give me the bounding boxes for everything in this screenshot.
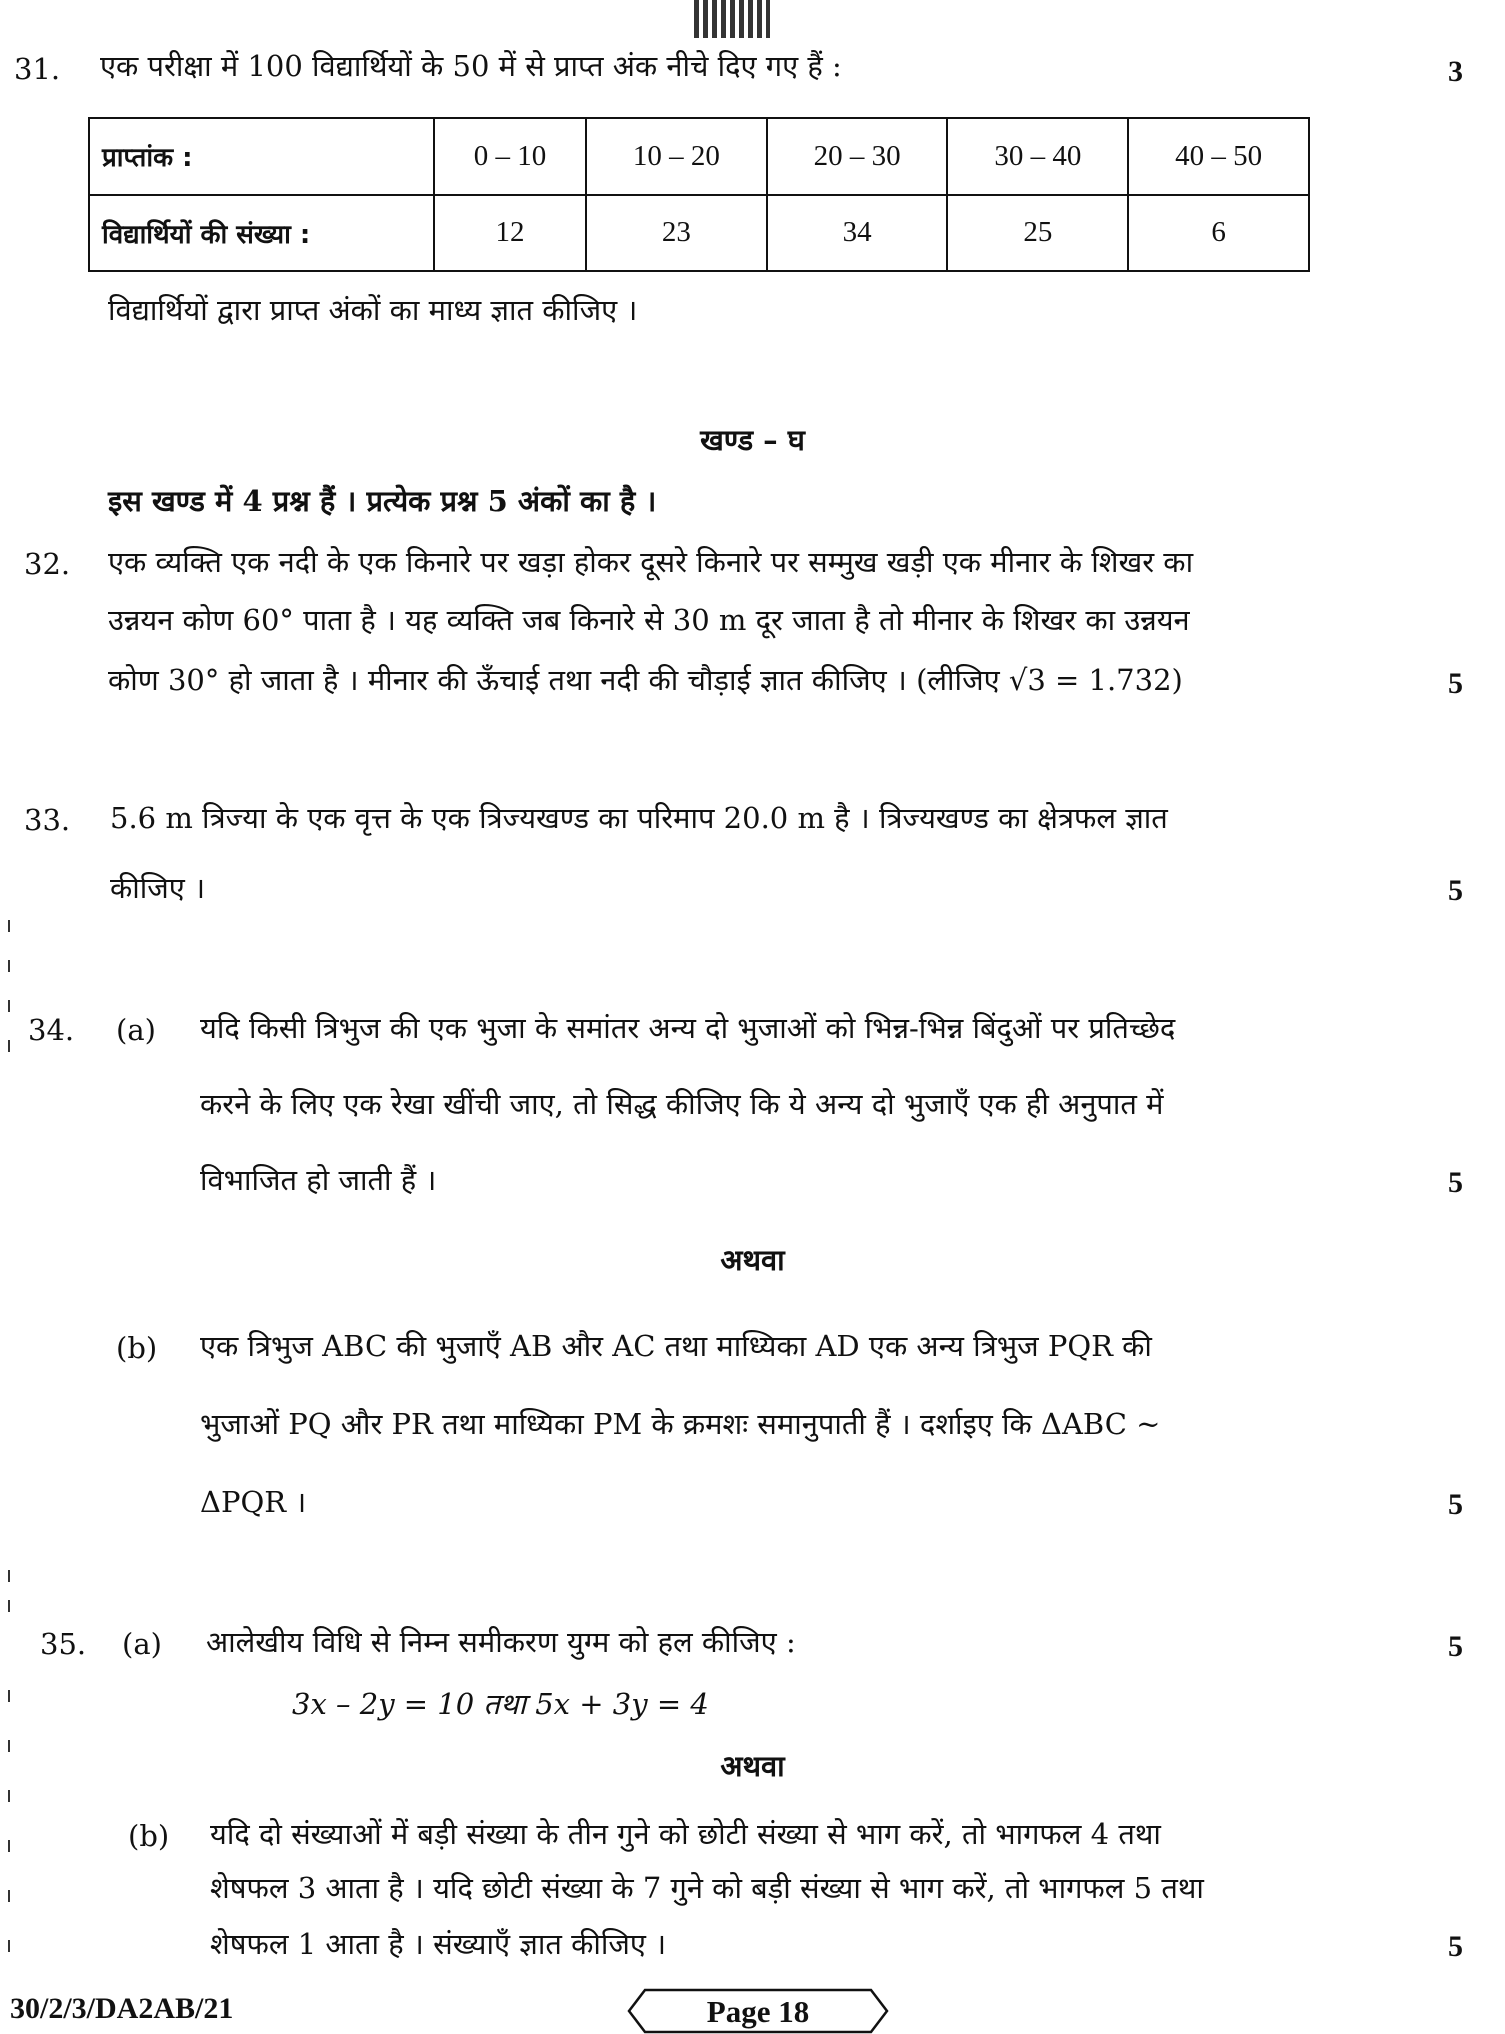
q34-b-label: (b) (116, 1331, 158, 1365)
margin-mark (8, 960, 10, 972)
page-number: Page 18 (706, 1994, 810, 2029)
table-row (89, 118, 1309, 195)
table-row (89, 195, 1309, 272)
q31-marks: 3 (1448, 55, 1463, 88)
margin-mark (8, 1000, 10, 1012)
q35-equation: 3x – 2y = 10 तथा 5x + 3y = 4 (292, 1687, 709, 1721)
q34-b-marks: 5 (1448, 1488, 1463, 1521)
margin-mark (8, 1740, 10, 1752)
q32-marks: 5 (1448, 667, 1463, 700)
q33-line: 5.6 m त्रिज्या के एक वृत्त के एक त्रिज्यखण्ड का परिमाप 20.0 m है । त्रिज्यखण्ड का क्षेत्रफल ज्ञात (110, 801, 1168, 835)
margin-mark (8, 1600, 10, 1612)
q35-number: 35. (40, 1627, 87, 1661)
q34-b-line: ΔPQR । (200, 1485, 307, 1519)
table-cell: 12 (434, 195, 586, 272)
table-cell: 0 – 10 (434, 118, 586, 195)
q35-a-label: (a) (122, 1627, 162, 1661)
q35-a-text: आलेखीय विधि से निम्न समीकरण युग्म को हल कीजिए : (206, 1625, 796, 1659)
margin-mark (8, 1690, 10, 1702)
margin-mark (8, 1890, 10, 1902)
section-title: खण्ड – घ (700, 423, 805, 457)
section-note: इस खण्ड में 4 प्रश्न हैं । प्रत्येक प्रश्न 5 अंकों का है । (108, 484, 657, 518)
q34-or: अथवा (720, 1243, 785, 1277)
margin-mark (8, 1790, 10, 1802)
q35-or: अथवा (720, 1749, 785, 1783)
q32-line: कोण 30° हो जाता है । मीनार की ऊँचाई तथा नदी की चौड़ाई ज्ञात कीजिए । (लीजिए √3 = 1.732) (108, 663, 1183, 697)
row-label: विद्यार्थियों की संख्या : (89, 195, 434, 272)
qr-code-icon (694, 0, 770, 38)
q34-b-line: एक त्रिभुज ABC की भुजाएँ AB और AC तथा माध्यिका AD एक अन्य त्रिभुज PQR की (200, 1329, 1152, 1363)
table-cell: 6 (1128, 195, 1309, 272)
q35-b-label: (b) (128, 1819, 170, 1853)
q35-b-line: यदि दो संख्याओं में बड़ी संख्या के तीन गुने को छोटी संख्या से भाग करें, तो भागफल 4 तथा (210, 1817, 1161, 1851)
q34-a-marks: 5 (1448, 1166, 1463, 1199)
q32-line: उन्नयन कोण 60° पाता है । यह व्यक्ति जब किनारे से 30 m दूर जाता है तो मीनार के शिखर का उन्नयन (108, 603, 1190, 637)
q35-b-line: शेषफल 1 आता है । संख्याएँ ज्ञात कीजिए । (210, 1927, 667, 1961)
q34-a-line: करने के लिए एक रेखा खींची जाए, तो सिद्ध कीजिए कि ये अन्य दो भुजाएँ एक ही अनुपात में (200, 1087, 1164, 1121)
q34-a-label: (a) (116, 1013, 156, 1047)
table-cell: 34 (767, 195, 948, 272)
page-number-badge (627, 1988, 889, 2032)
q34-a-line: विभाजित हो जाती हैं । (200, 1163, 437, 1197)
paper-code: 30/2/3/DA2AB/21 (10, 1992, 234, 2025)
q33-marks: 5 (1448, 874, 1463, 907)
q34-number: 34. (28, 1013, 75, 1047)
q31-instruction: विद्यार्थियों द्वारा प्राप्त अंकों का माध्य ज्ञात कीजिए । (108, 293, 638, 327)
table-cell: 30 – 40 (947, 118, 1128, 195)
margin-mark (8, 920, 10, 932)
margin-mark (8, 1840, 10, 1852)
q35-a-marks: 5 (1448, 1630, 1463, 1663)
table-cell: 23 (586, 195, 767, 272)
table-cell: 40 – 50 (1128, 118, 1309, 195)
table-cell: 25 (947, 195, 1128, 272)
q31-number: 31. (14, 52, 61, 86)
q32-line: एक व्यक्ति एक नदी के एक किनारे पर खड़ा होकर दूसरे किनारे पर सम्मुख खड़ी एक मीनार के शिखर का (108, 545, 1194, 579)
q32-number: 32. (24, 547, 71, 581)
margin-mark (8, 1940, 10, 1952)
q33-line: कीजिए । (110, 871, 206, 905)
row-label: प्राप्तांक : (89, 118, 434, 195)
margin-mark (8, 1570, 10, 1582)
q33-number: 33. (24, 803, 71, 837)
table-cell: 20 – 30 (767, 118, 948, 195)
q35-b-marks: 5 (1448, 1930, 1463, 1963)
q34-b-line: भुजाओं PQ और PR तथा माध्यिका PM के क्रमशः समानुपाती हैं । दर्शाइए कि ΔABC ~ (200, 1407, 1161, 1441)
q34-a-line: यदि किसी त्रिभुज की एक भुजा के समांतर अन्य दो भुजाओं को भिन्न-भिन्न बिंदुओं पर प्रतिच्छेद (200, 1011, 1176, 1045)
marks-distribution-table (88, 117, 1310, 272)
q31-text: एक परीक्षा में 100 विद्यार्थियों के 50 में से प्राप्त अंक नीचे दिए गए हैं : (100, 49, 842, 83)
table-cell: 10 – 20 (586, 118, 767, 195)
margin-mark (8, 1040, 10, 1052)
q35-b-line: शेषफल 3 आता है । यदि छोटी संख्या के 7 गुने को बड़ी संख्या से भाग करें, तो भागफल 5 तथा (210, 1871, 1204, 1905)
